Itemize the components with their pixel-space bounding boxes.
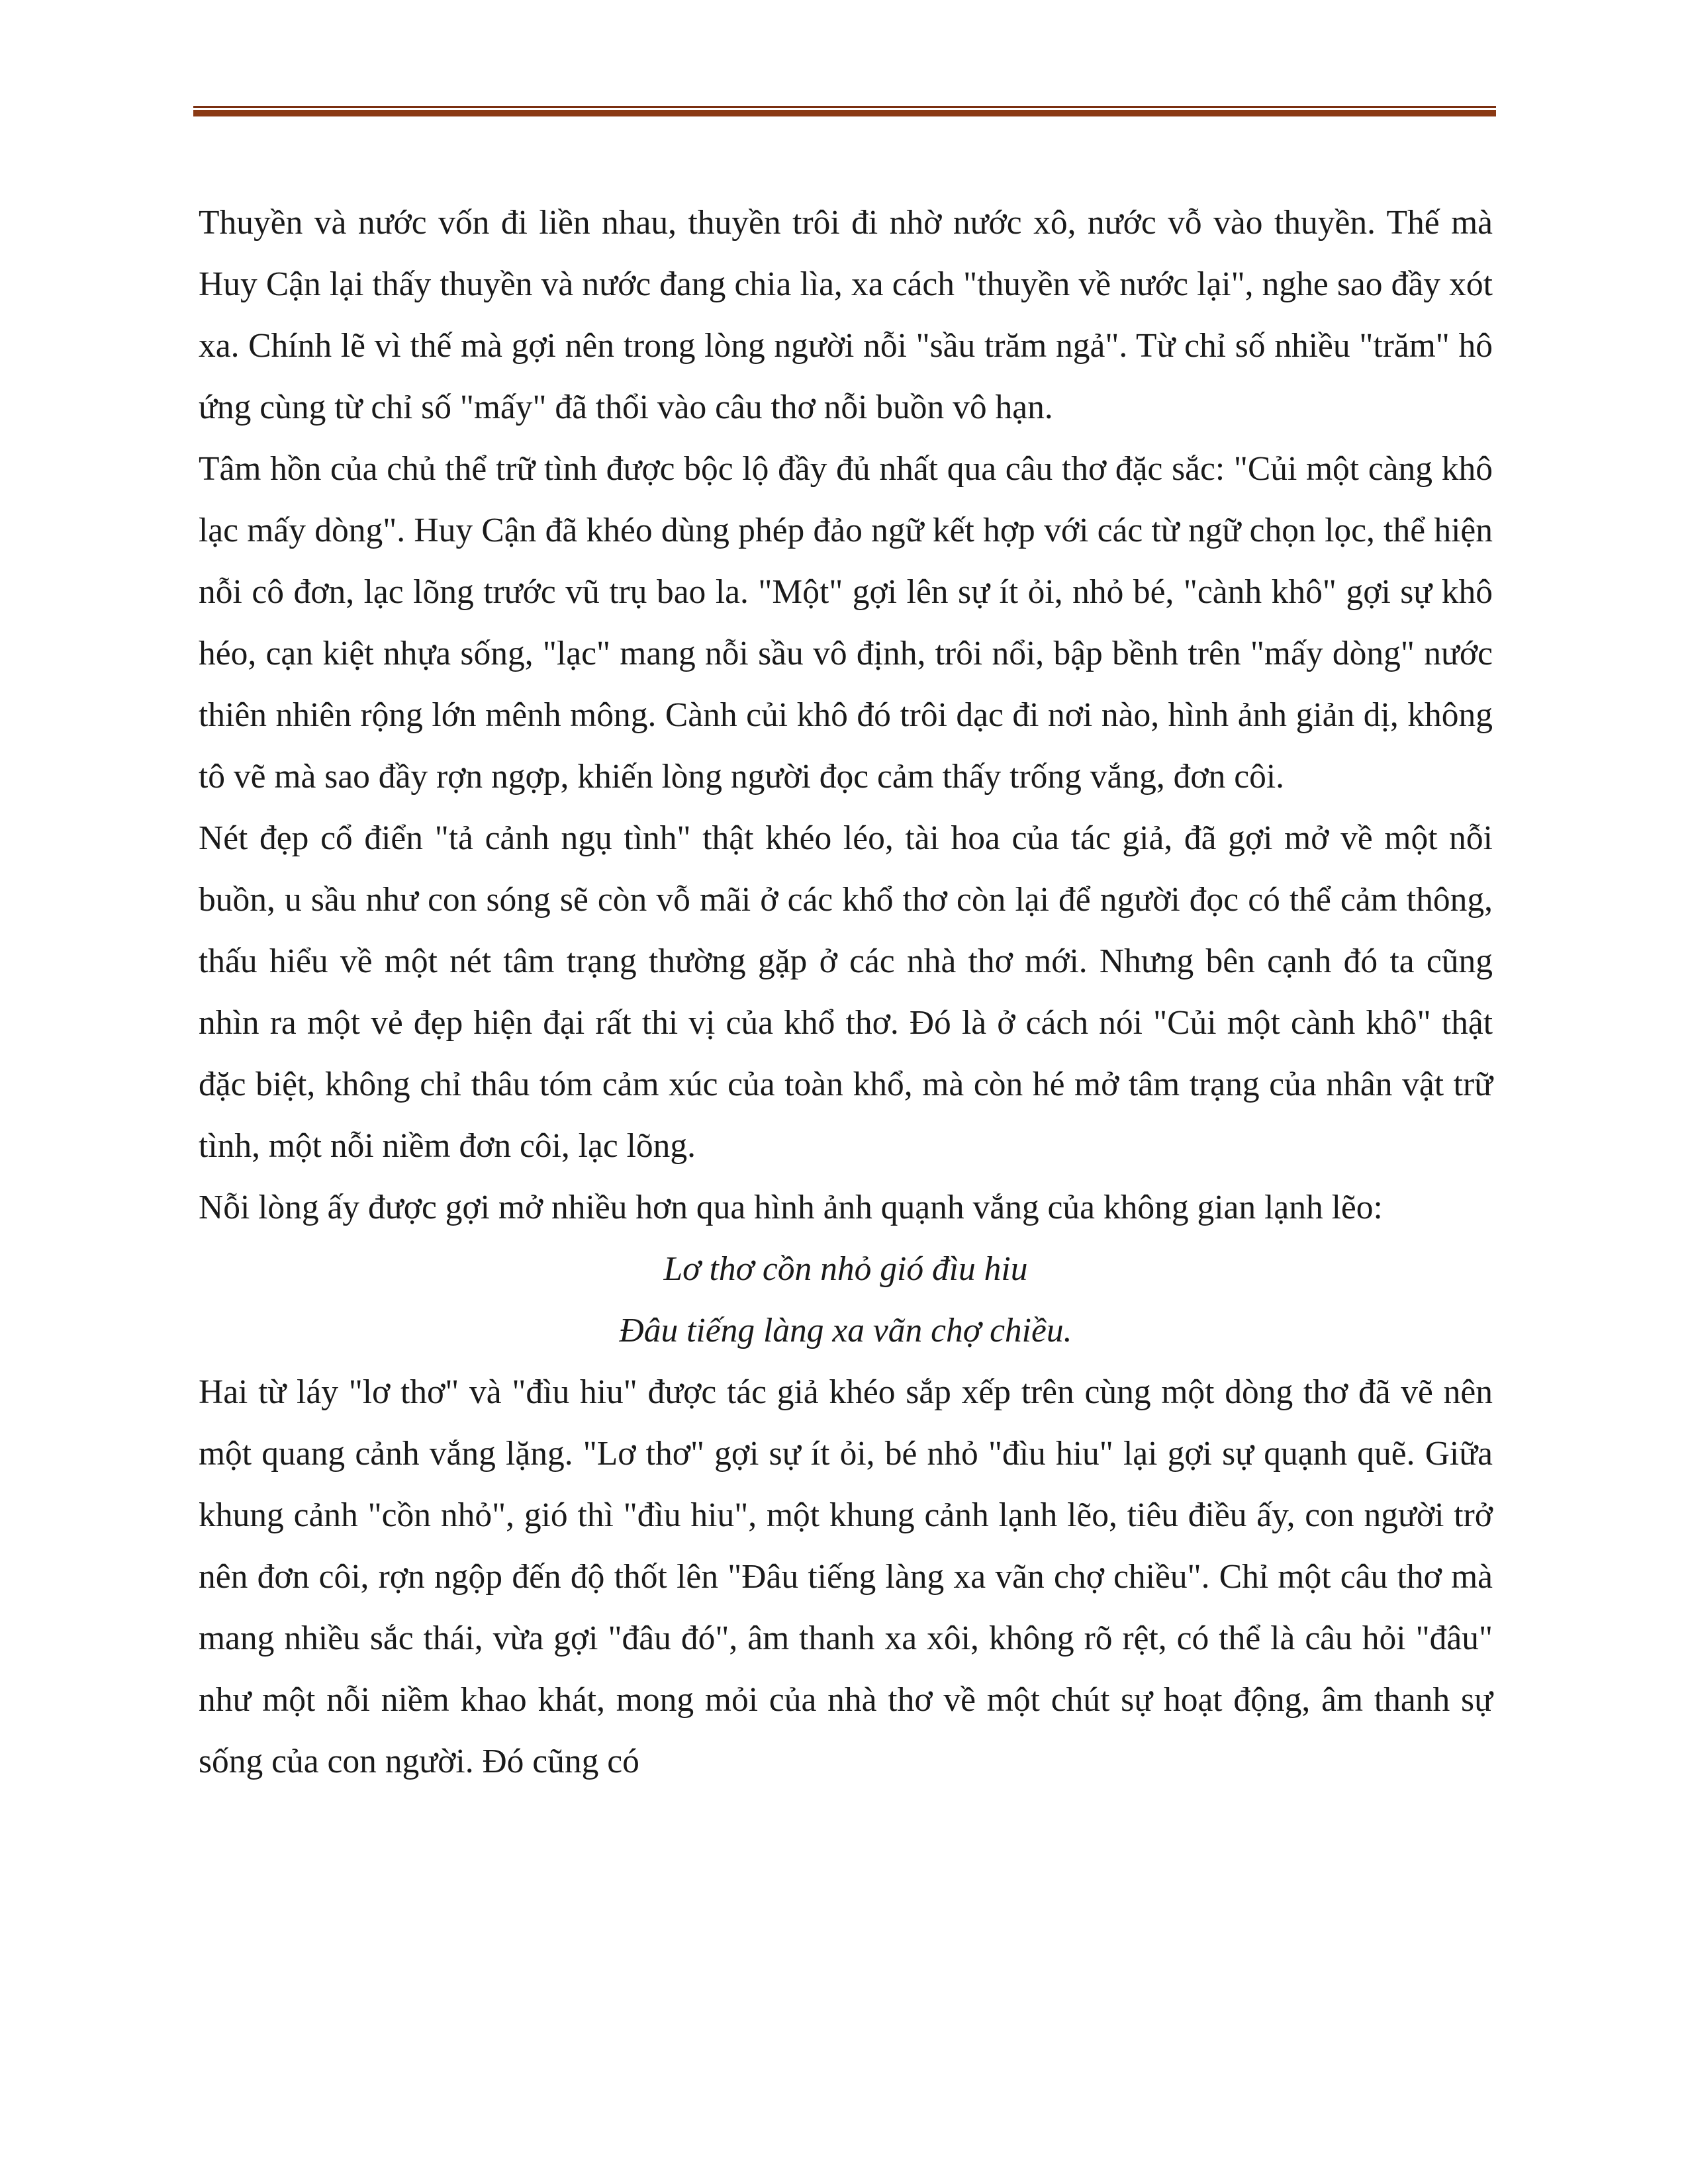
paragraph-boat-and-water: Thuyền và nước vốn đi liền nhau, thuyền trôi đi nhờ nước xô, nước vỗ vào thuyền. Thế mà Huy Cận lại thấy thuyền và nước đang chia lìa, xa cách "thuyền về nước lại", nghe sao đầy xót xa. Chính lẽ vì thế mà gợi nên trong lòng người nỗi "sầu trăm ngả". Từ chỉ số nhiều "trăm" hô ứng cùng từ chỉ số "mấy" đã thổi vào câu thơ nỗi buồn vô hạn.: [199, 204, 1493, 426]
header-rule-thin: [193, 106, 1496, 108]
paragraph-reduplicative-words: Hai từ láy "lơ thơ" và "đìu hiu" được tác giả khéo sắp xếp trên cùng một dòng thơ đã vẽ nên một quang cảnh vắng lặng. "Lơ thơ" gợi sự ít ỏi, bé nhỏ "đìu hiu" lại gợi sự quạnh quẽ. Giữa khung cảnh "cồn nhỏ", gió thì "đìu hiu", một khung cảnh lạnh lẽo, tiêu điều ấy, con người trở nên đơn côi, rợn ngộp đến độ thốt lên "Đâu tiếng làng xa vãn chợ chiều". Chỉ một câu thơ mà mang nhiều sắc thái, vừa gợi "đâu đó", âm thanh xa xôi, không rõ rệt, có thể là câu hỏi "đâu" như một nỗi niềm khao khát, mong mỏi của nhà thơ về một chút sự hoạt động, âm thanh sự sống của con người. Đó cũng có: [199, 1373, 1493, 1780]
paragraph-poem-intro: Nỗi lòng ấy được gợi mở nhiều hơn qua hình ảnh quạnh vắng của không gian lạnh lẽo:: [199, 1189, 1383, 1226]
poem-line-1: Lơ thơ cồn nhỏ gió đìu hiu: [663, 1250, 1028, 1288]
paragraph-lyrical-soul: Tâm hồn của chủ thể trữ tình được bộc lộ đầy đủ nhất qua câu thơ đặc sắc: "Củi một càng khô lạc mấy dòng". Huy Cận đã khéo dùng phép đảo ngữ kết hợp với các từ ngữ chọn lọc, thể hiện nỗi cô đơn, lạc lõng trước vũ trụ bao la. "Một" gợi lên sự ít ỏi, nhỏ bé, "cành khô" gợi sự khô héo, cạn kiệt nhựa sống, "lạc" mang nỗi sầu vô định, trôi nổi, bập bềnh trên "mấy dòng" nước thiên nhiên rộng lớn mênh mông. Cành củi khô đó trôi dạc đi nơi nào, hình ảnh giản dị, không tô vẽ mà sao đầy rợn ngợp, khiến lòng người đọc cảm thấy trống vắng, đơn côi.: [199, 450, 1493, 796]
header-rule-thick: [193, 110, 1496, 116]
header-rule: [193, 106, 1496, 116]
paragraph-classical-beauty: Nét đẹp cổ điển "tả cảnh ngụ tình" thật khéo léo, tài hoa của tác giả, đã gợi mở về một nỗi buồn, u sầu như con sóng sẽ còn vỗ mãi ở các khổ thơ còn lại để người đọc có thể cảm thông, thấu hiểu về một nét tâm trạng thường gặp ở các nhà thơ mới. Nhưng bên cạnh đó ta cũng nhìn ra một vẻ đẹp hiện đại rất thi vị của khổ thơ. Đó là ở cách nói "Củi một cành khô" thật đặc biệt, không chỉ thâu tóm cảm xúc của toàn khổ, mà còn hé mở tâm trạng của nhân vật trữ tình, một nỗi niềm đơn côi, lạc lõng.: [199, 819, 1493, 1165]
page-body: [199, 192, 1493, 1792]
poem-line-2: Đâu tiếng làng xa vãn chợ chiều.: [619, 1312, 1072, 1349]
